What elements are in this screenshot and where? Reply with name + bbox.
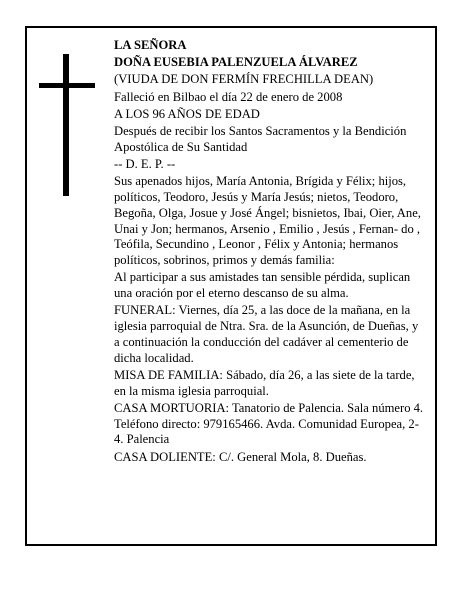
mass-paragraph: MISA DE FAMILIA: Sábado, día 26, a las siete de la tarde, en la misma iglesia parroquial. bbox=[114, 367, 415, 398]
sacraments-line: Después de recibir los Santos Sacramentos y la Bendición Apostólica de Su Santidad bbox=[114, 123, 407, 154]
family-paragraph: Sus apenados hijos, María Antonia, Brígida y Félix; hijos, políticos, Teodoro, Jesús y María Jesús; nietos, Teodoro, Begoña, Olga, Josue y José Ángel; bisnietos, Ibai, Oier, Ane, Unai y Jon; hermanos, Arsenio , Emilio , Jesús , Fernan- do , Teófila, Secundino , Leonor , Félix y Antonia; hermanos políticos, sobrinos, primos y demás familia: bbox=[114, 174, 421, 268]
notice-title: LA SEÑORA bbox=[114, 38, 187, 52]
cross-icon-bar bbox=[39, 83, 95, 88]
mortuary-paragraph: CASA MORTUORIA: Tanatorio de Palencia. Sala número 4. Teléfono directo: 979165466. Avda. Comunidad Europea, 2-4. Palencia bbox=[114, 400, 424, 447]
request-paragraph: Al participar a sus amistades tan sensible pérdida, suplican una oración por el eterno descanso de su alma. bbox=[114, 270, 411, 301]
cross-icon bbox=[63, 54, 69, 196]
rip-line: -- D. E. P. -- bbox=[114, 156, 176, 171]
obituary-text bbox=[114, 38, 426, 467]
mourning-house-paragraph: CASA DOLIENTE: C/. General Mola, 8. Dueñas. bbox=[114, 449, 367, 464]
age-line: A LOS 96 AÑOS DE EDAD bbox=[114, 106, 260, 121]
deceased-name: DOÑA EUSEBIA PALENZUELA ÁLVAREZ bbox=[114, 55, 358, 70]
funeral-paragraph: FUNERAL: Viernes, día 25, a las doce de la mañana, en la iglesia parroquial de Ntra. Sra. de la Asunción, de Dueñas, y a continuación la conducción del cadáver al cementerio de dicha localidad. bbox=[114, 303, 419, 365]
widow-line: (VIUDA DE DON FERMÍN FRECHILLA DEAN) bbox=[114, 72, 374, 87]
death-line: Falleció en Bilbao el día 22 de enero de 2008 bbox=[114, 89, 343, 104]
